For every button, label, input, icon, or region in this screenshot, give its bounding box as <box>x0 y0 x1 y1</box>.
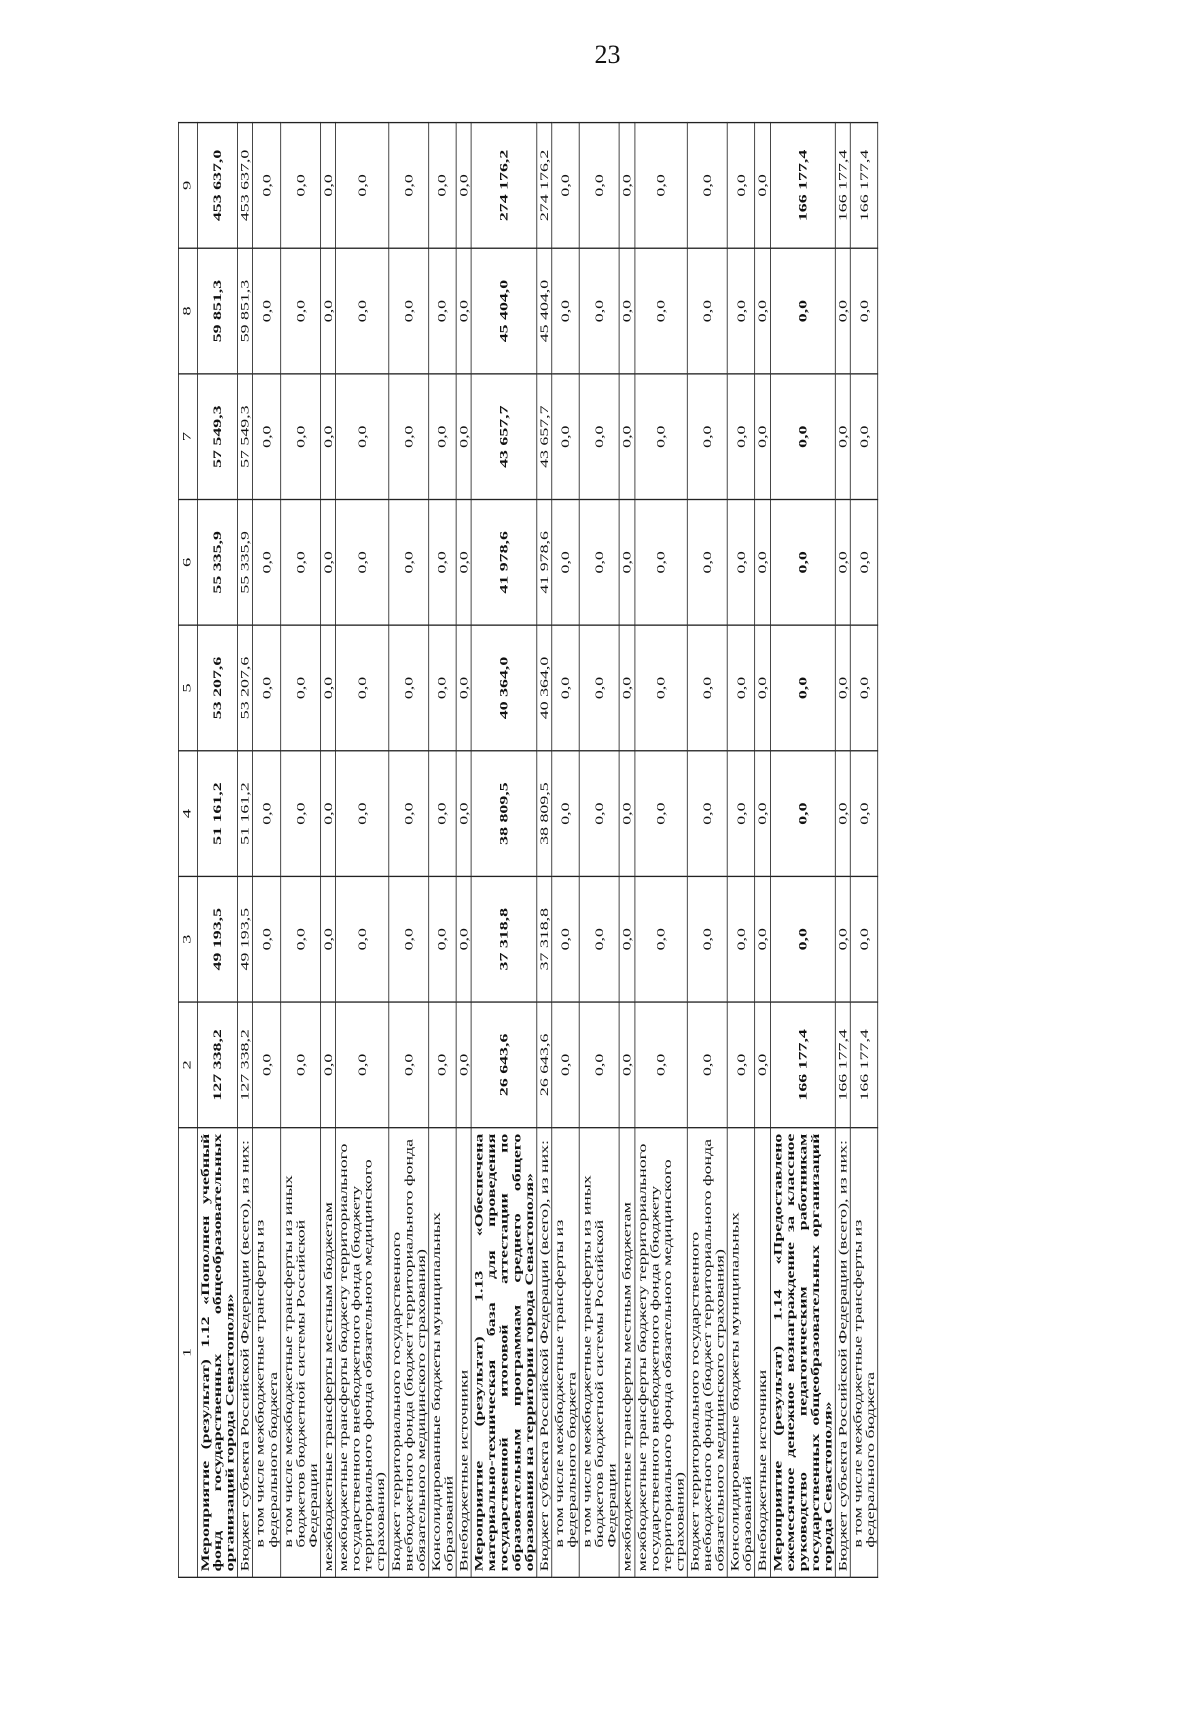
table-row <box>471 123 536 1578</box>
value-cell: 166 177,4 <box>850 1002 878 1128</box>
table-row <box>280 123 320 1578</box>
value-cell: 0,0 <box>388 500 428 626</box>
value-cell: 0,0 <box>429 625 457 751</box>
value-cell: 0,0 <box>336 248 389 374</box>
value-cell: 0,0 <box>388 248 428 374</box>
header-cell: 9 <box>178 123 197 249</box>
value-cell: 0,0 <box>634 374 687 500</box>
value-cell: 453 637,0 <box>198 123 238 249</box>
value-cell: 55 335,9 <box>198 500 238 626</box>
value-cell: 0,0 <box>755 500 770 626</box>
value-cell: 0,0 <box>429 876 457 1002</box>
value-cell: 0,0 <box>755 625 770 751</box>
table-row <box>755 123 770 1578</box>
value-cell: 0,0 <box>321 374 336 500</box>
row-label: межбюджетные трансферты местным бюджетам <box>321 1128 336 1578</box>
row-label: Бюджет субъекта Российской Федерации (всего), из них: <box>238 1128 253 1578</box>
table-row <box>634 123 687 1578</box>
table-row <box>321 123 336 1578</box>
value-cell: 43 657,7 <box>537 374 552 500</box>
value-cell: 0,0 <box>336 751 389 877</box>
value-cell: 0,0 <box>280 248 320 374</box>
row-label: Консолидированные бюджеты муниципальных образований <box>429 1128 457 1578</box>
row-label: в том числе межбюджетные трансферты из федерального бюджета <box>253 1128 281 1578</box>
value-cell: 0,0 <box>253 248 281 374</box>
row-label: Внебюджетные источники <box>456 1128 471 1578</box>
value-cell: 0,0 <box>687 374 727 500</box>
header-cell: 5 <box>178 625 197 751</box>
table-row <box>770 123 835 1578</box>
value-cell: 0,0 <box>552 123 580 249</box>
value-cell: 0,0 <box>253 876 281 1002</box>
value-cell: 0,0 <box>687 248 727 374</box>
value-cell: 0,0 <box>336 500 389 626</box>
value-cell: 0,0 <box>850 500 878 626</box>
table-row <box>835 123 850 1578</box>
value-cell: 0,0 <box>456 1002 471 1128</box>
value-cell: 166 177,4 <box>835 123 850 249</box>
header-cell: 7 <box>178 374 197 500</box>
value-cell: 0,0 <box>687 123 727 249</box>
value-cell: 0,0 <box>552 625 580 751</box>
value-cell: 0,0 <box>687 751 727 877</box>
row-label: межбюджетные трансферты местным бюджетам <box>619 1128 634 1578</box>
value-cell: 0,0 <box>835 751 850 877</box>
value-cell: 0,0 <box>253 123 281 249</box>
table-row <box>579 123 619 1578</box>
value-cell: 0,0 <box>280 374 320 500</box>
value-cell: 0,0 <box>321 500 336 626</box>
table-body <box>198 123 879 1578</box>
value-cell: 0,0 <box>727 374 755 500</box>
value-cell: 0,0 <box>280 625 320 751</box>
value-cell: 0,0 <box>280 1002 320 1128</box>
row-label: Мероприятие (результат) 1.14 «Предоставлено ежемесячное денежное вознаграждение за классное руководство педагогическим работникам государственных общеобразовательных организаций города Севастополя» <box>770 1128 835 1578</box>
row-label: Бюджет территориального государственного внебюджетного фонда (бюджет территориального фонда обязательного медицинского страхования) <box>687 1128 727 1578</box>
table-row <box>336 123 389 1578</box>
value-cell: 45 404,0 <box>471 248 536 374</box>
value-cell: 0,0 <box>634 876 687 1002</box>
value-cell: 57 549,3 <box>238 374 253 500</box>
value-cell: 38 809,5 <box>537 751 552 877</box>
value-cell: 0,0 <box>579 123 619 249</box>
table-row <box>198 123 238 1578</box>
value-cell: 166 177,4 <box>835 1002 850 1128</box>
value-cell: 127 338,2 <box>238 1002 253 1128</box>
value-cell: 0,0 <box>388 625 428 751</box>
budget-table <box>178 122 879 1578</box>
value-cell: 0,0 <box>579 248 619 374</box>
value-cell: 59 851,3 <box>238 248 253 374</box>
value-cell: 49 193,5 <box>238 876 253 1002</box>
table-row <box>552 123 580 1578</box>
row-label: в том числе межбюджетные трансферты из иных бюджетов бюджетной системы Российской Федерации <box>579 1128 619 1578</box>
value-cell: 0,0 <box>835 876 850 1002</box>
value-cell: 127 338,2 <box>198 1002 238 1128</box>
value-cell: 0,0 <box>336 876 389 1002</box>
value-cell: 0,0 <box>579 751 619 877</box>
value-cell: 0,0 <box>755 751 770 877</box>
value-cell: 0,0 <box>336 123 389 249</box>
value-cell: 0,0 <box>429 123 457 249</box>
header-row <box>178 123 197 1578</box>
value-cell: 0,0 <box>850 751 878 877</box>
value-cell: 0,0 <box>579 500 619 626</box>
value-cell: 0,0 <box>456 248 471 374</box>
value-cell: 0,0 <box>727 751 755 877</box>
value-cell: 37 318,8 <box>537 876 552 1002</box>
rotated-table-container <box>178 123 1200 1578</box>
value-cell: 0,0 <box>552 248 580 374</box>
row-label: межбюджетные трансферты бюджету территориального государственного внебюджетного фонда (бюджету территориального фонда обязательного медицинского страхования) <box>336 1128 389 1578</box>
value-cell: 41 978,6 <box>471 500 536 626</box>
value-cell: 0,0 <box>579 374 619 500</box>
header-cell: 3 <box>178 876 197 1002</box>
value-cell: 0,0 <box>755 123 770 249</box>
value-cell: 0,0 <box>835 248 850 374</box>
value-cell: 0,0 <box>552 876 580 1002</box>
value-cell: 0,0 <box>253 374 281 500</box>
value-cell: 51 161,2 <box>238 751 253 877</box>
value-cell: 59 851,3 <box>198 248 238 374</box>
value-cell: 0,0 <box>634 1002 687 1128</box>
value-cell: 0,0 <box>634 500 687 626</box>
header-cell: 6 <box>178 500 197 626</box>
value-cell: 0,0 <box>727 123 755 249</box>
value-cell: 0,0 <box>727 1002 755 1128</box>
value-cell: 274 176,2 <box>537 123 552 249</box>
value-cell: 0,0 <box>336 1002 389 1128</box>
value-cell: 0,0 <box>429 500 457 626</box>
value-cell: 0,0 <box>634 625 687 751</box>
value-cell: 0,0 <box>619 876 634 1002</box>
value-cell: 26 643,6 <box>537 1002 552 1128</box>
value-cell: 0,0 <box>456 751 471 877</box>
value-cell: 0,0 <box>280 876 320 1002</box>
value-cell: 0,0 <box>253 1002 281 1128</box>
value-cell: 40 364,0 <box>537 625 552 751</box>
value-cell: 0,0 <box>388 374 428 500</box>
value-cell: 57 549,3 <box>198 374 238 500</box>
value-cell: 0,0 <box>388 876 428 1002</box>
value-cell: 0,0 <box>429 751 457 877</box>
table-row <box>456 123 471 1578</box>
value-cell: 0,0 <box>770 876 835 1002</box>
value-cell: 0,0 <box>429 374 457 500</box>
value-cell: 0,0 <box>619 248 634 374</box>
value-cell: 453 637,0 <box>238 123 253 249</box>
value-cell: 0,0 <box>552 1002 580 1128</box>
value-cell: 0,0 <box>429 1002 457 1128</box>
value-cell: 0,0 <box>253 500 281 626</box>
value-cell: 41 978,6 <box>537 500 552 626</box>
value-cell: 0,0 <box>770 248 835 374</box>
value-cell: 51 161,2 <box>198 751 238 877</box>
header-cell: 1 <box>178 1128 197 1578</box>
value-cell: 0,0 <box>755 876 770 1002</box>
table-row <box>253 123 281 1578</box>
value-cell: 274 176,2 <box>471 123 536 249</box>
row-label: Консолидированные бюджеты муниципальных образований <box>727 1128 755 1578</box>
value-cell: 0,0 <box>619 1002 634 1128</box>
value-cell: 0,0 <box>280 123 320 249</box>
value-cell: 0,0 <box>619 625 634 751</box>
value-cell: 0,0 <box>687 1002 727 1128</box>
value-cell: 0,0 <box>280 751 320 877</box>
value-cell: 40 364,0 <box>471 625 536 751</box>
value-cell: 0,0 <box>850 876 878 1002</box>
value-cell: 0,0 <box>634 123 687 249</box>
table-row <box>238 123 253 1578</box>
value-cell: 0,0 <box>835 374 850 500</box>
table-row <box>687 123 727 1578</box>
value-cell: 0,0 <box>456 123 471 249</box>
row-label: в том числе межбюджетные трансферты из иных бюджетов бюджетной системы Российской Федерации <box>280 1128 320 1578</box>
table-row <box>429 123 457 1578</box>
value-cell: 38 809,5 <box>471 751 536 877</box>
value-cell: 0,0 <box>456 876 471 1002</box>
value-cell: 0,0 <box>755 374 770 500</box>
row-label: Бюджет субъекта Российской Федерации (всего), из них: <box>835 1128 850 1578</box>
value-cell: 0,0 <box>579 625 619 751</box>
value-cell: 37 318,8 <box>471 876 536 1002</box>
row-label: Мероприятие (результат) 1.12 «Пополнен учебный фонд государственных общеобразовательных организаций города Севастополя» <box>198 1128 238 1578</box>
value-cell: 49 193,5 <box>198 876 238 1002</box>
table-row <box>850 123 878 1578</box>
value-cell: 0,0 <box>727 248 755 374</box>
value-cell: 0,0 <box>388 1002 428 1128</box>
value-cell: 0,0 <box>552 374 580 500</box>
value-cell: 0,0 <box>727 876 755 1002</box>
value-cell: 0,0 <box>687 876 727 1002</box>
value-cell: 0,0 <box>634 248 687 374</box>
value-cell: 0,0 <box>755 1002 770 1128</box>
row-label: в том числе межбюджетные трансферты из федерального бюджета <box>850 1128 878 1578</box>
row-label: межбюджетные трансферты бюджету территориального государственного внебюджетного фонда (бюджету территориального фонда обязательного медицинского страхования) <box>634 1128 687 1578</box>
value-cell: 26 643,6 <box>471 1002 536 1128</box>
table-row <box>388 123 428 1578</box>
value-cell: 0,0 <box>687 500 727 626</box>
value-cell: 0,0 <box>552 751 580 877</box>
value-cell: 166 177,4 <box>770 1002 835 1128</box>
row-label: Бюджет территориального государственного внебюджетного фонда (бюджет территориального фонда обязательного медицинского страхования) <box>388 1128 428 1578</box>
value-cell: 0,0 <box>388 123 428 249</box>
value-cell: 0,0 <box>835 625 850 751</box>
value-cell: 0,0 <box>321 123 336 249</box>
header-cell: 4 <box>178 751 197 877</box>
value-cell: 0,0 <box>727 500 755 626</box>
value-cell: 0,0 <box>619 123 634 249</box>
value-cell: 53 207,6 <box>238 625 253 751</box>
value-cell: 0,0 <box>770 500 835 626</box>
value-cell: 0,0 <box>770 751 835 877</box>
value-cell: 0,0 <box>850 248 878 374</box>
header-cell: 2 <box>178 1002 197 1128</box>
value-cell: 0,0 <box>619 374 634 500</box>
value-cell: 0,0 <box>579 876 619 1002</box>
value-cell: 0,0 <box>321 876 336 1002</box>
header-cell: 8 <box>178 248 197 374</box>
value-cell: 0,0 <box>850 374 878 500</box>
value-cell: 0,0 <box>456 374 471 500</box>
value-cell: 0,0 <box>336 374 389 500</box>
value-cell: 0,0 <box>552 500 580 626</box>
row-label: Мероприятие (результат) 1.13 «Обеспечена материально-техническая база для проведения государственной итоговой аттестации по образовательным программам среднего общего образования на территории города Севастополя» <box>471 1128 536 1578</box>
value-cell: 0,0 <box>429 248 457 374</box>
page-number: 23 <box>594 40 621 69</box>
value-cell: 0,0 <box>835 500 850 626</box>
value-cell: 0,0 <box>727 625 755 751</box>
value-cell: 0,0 <box>253 751 281 877</box>
table-row <box>727 123 755 1578</box>
value-cell: 0,0 <box>253 625 281 751</box>
value-cell: 0,0 <box>321 751 336 877</box>
value-cell: 0,0 <box>280 500 320 626</box>
value-cell: 166 177,4 <box>770 123 835 249</box>
row-label: Бюджет субъекта Российской Федерации (всего), из них: <box>537 1128 552 1578</box>
value-cell: 0,0 <box>579 1002 619 1128</box>
value-cell: 0,0 <box>321 248 336 374</box>
value-cell: 0,0 <box>850 625 878 751</box>
table-row <box>537 123 552 1578</box>
value-cell: 43 657,7 <box>471 374 536 500</box>
row-label: в том числе межбюджетные трансферты из федерального бюджета <box>552 1128 580 1578</box>
value-cell: 0,0 <box>770 625 835 751</box>
value-cell: 0,0 <box>456 500 471 626</box>
value-cell: 53 207,6 <box>198 625 238 751</box>
value-cell: 0,0 <box>687 625 727 751</box>
value-cell: 0,0 <box>755 248 770 374</box>
value-cell: 0,0 <box>456 625 471 751</box>
value-cell: 0,0 <box>770 374 835 500</box>
value-cell: 166 177,4 <box>850 123 878 249</box>
value-cell: 55 335,9 <box>238 500 253 626</box>
value-cell: 0,0 <box>321 1002 336 1128</box>
value-cell: 45 404,0 <box>537 248 552 374</box>
value-cell: 0,0 <box>336 625 389 751</box>
row-label: Внебюджетные источники <box>755 1128 770 1578</box>
value-cell: 0,0 <box>634 751 687 877</box>
value-cell: 0,0 <box>321 625 336 751</box>
value-cell: 0,0 <box>619 500 634 626</box>
value-cell: 0,0 <box>388 751 428 877</box>
value-cell: 0,0 <box>619 751 634 877</box>
table-row <box>619 123 634 1578</box>
